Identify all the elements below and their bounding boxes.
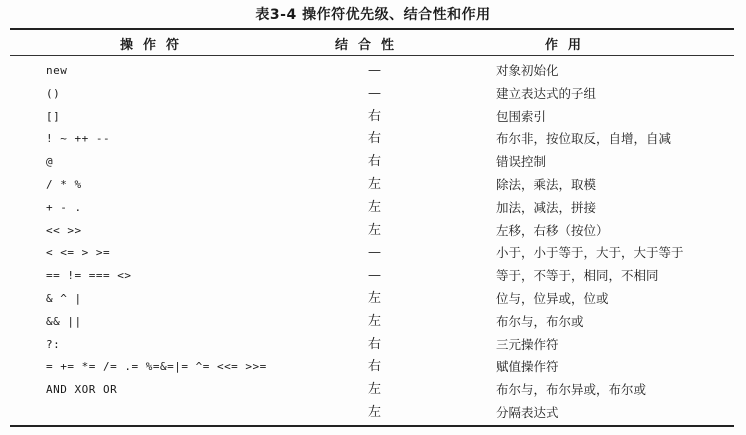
associativity-cell: — bbox=[368, 85, 381, 101]
associativity-cell: 左 bbox=[368, 199, 382, 215]
table-row bbox=[0, 334, 746, 357]
use-cell: 赋值操作符 bbox=[496, 359, 559, 375]
table-row bbox=[0, 288, 746, 311]
operator-cell: && || bbox=[46, 314, 82, 328]
use-cell: 分隔表达式 bbox=[496, 404, 559, 420]
operator-cell: () bbox=[46, 86, 61, 100]
table-bottom-rule bbox=[10, 425, 734, 427]
table-row bbox=[0, 106, 746, 129]
use-cell: 等于，不等于，相同，不相同 bbox=[496, 268, 659, 284]
table-row bbox=[0, 356, 746, 379]
associativity-cell: 左 bbox=[368, 313, 382, 329]
associativity-cell: 左 bbox=[368, 176, 382, 192]
operator-cell: / * % bbox=[46, 177, 82, 191]
operator-cell: & ^ | bbox=[46, 291, 82, 305]
table-row bbox=[0, 311, 746, 334]
associativity-cell: — bbox=[368, 268, 381, 284]
operator-cell: ?: bbox=[46, 337, 61, 351]
operator-cell: << >> bbox=[46, 223, 82, 237]
associativity-cell: 左 bbox=[368, 290, 382, 306]
use-cell: 布尔与，布尔异或，布尔或 bbox=[496, 382, 647, 398]
table-row bbox=[0, 242, 746, 265]
operator-cell: == != === <> bbox=[46, 269, 132, 283]
use-cell: 布尔非，按位取反，自增，自减 bbox=[496, 131, 672, 147]
table-row bbox=[0, 151, 746, 174]
use-cell: 对象初始化 bbox=[496, 63, 559, 78]
table-row bbox=[0, 265, 746, 288]
use-cell: 位与，位异或，位或 bbox=[496, 290, 609, 306]
associativity-cell: 左 bbox=[368, 404, 382, 420]
use-cell: 建立表达式的子组 bbox=[496, 85, 597, 101]
header-associativity: 结合性 bbox=[335, 38, 405, 53]
operator-cell: [] bbox=[46, 109, 61, 123]
table-row bbox=[0, 174, 746, 197]
header-operator: 操作符 bbox=[120, 38, 190, 53]
associativity-cell: 右 bbox=[368, 359, 382, 375]
table-row bbox=[0, 128, 746, 151]
associativity-cell: 左 bbox=[368, 382, 382, 398]
table-header-rule bbox=[10, 55, 734, 56]
table-row bbox=[0, 83, 746, 106]
operator-cell: ! ~ ++ -- bbox=[46, 132, 111, 146]
operator-cell: = += *= /= .= %=&=|= ^= <<= >>= bbox=[46, 360, 267, 374]
associativity-cell: 右 bbox=[368, 131, 382, 147]
use-cell: 小于，小于等于，大于，大于等于 bbox=[496, 245, 684, 261]
table-row bbox=[0, 220, 746, 243]
use-cell: 加法，减法，拼接 bbox=[496, 199, 597, 215]
table-row bbox=[0, 197, 746, 220]
associativity-cell: 右 bbox=[368, 154, 382, 170]
use-cell: 除法，乘法，取模 bbox=[496, 176, 597, 192]
table-row bbox=[0, 379, 746, 402]
header-use: 作用 bbox=[545, 38, 592, 53]
associativity-cell: 左 bbox=[368, 222, 382, 238]
use-cell: 包围索引 bbox=[496, 108, 547, 124]
use-cell: 布尔与，布尔或 bbox=[496, 313, 584, 329]
table-body bbox=[0, 60, 746, 425]
use-cell: 左移，右移（按位） bbox=[496, 222, 609, 238]
associativity-cell: 右 bbox=[368, 336, 382, 352]
table-row bbox=[0, 60, 746, 83]
operator-cell: + - . bbox=[46, 200, 82, 214]
table-caption: 表3-4 操作符优先级、结合性和作用 bbox=[255, 7, 491, 23]
table-row bbox=[0, 402, 746, 425]
table-top-rule bbox=[10, 28, 734, 30]
associativity-cell: — bbox=[368, 245, 381, 261]
associativity-cell: — bbox=[368, 63, 381, 78]
use-cell: 错误控制 bbox=[496, 154, 547, 170]
associativity-cell: 右 bbox=[368, 108, 382, 124]
operator-cell: new bbox=[46, 64, 68, 77]
operator-cell: AND XOR OR bbox=[46, 383, 118, 397]
operator-cell: < <= > >= bbox=[46, 246, 111, 260]
use-cell: 三元操作符 bbox=[496, 336, 559, 352]
operator-cell: @ bbox=[46, 155, 54, 169]
